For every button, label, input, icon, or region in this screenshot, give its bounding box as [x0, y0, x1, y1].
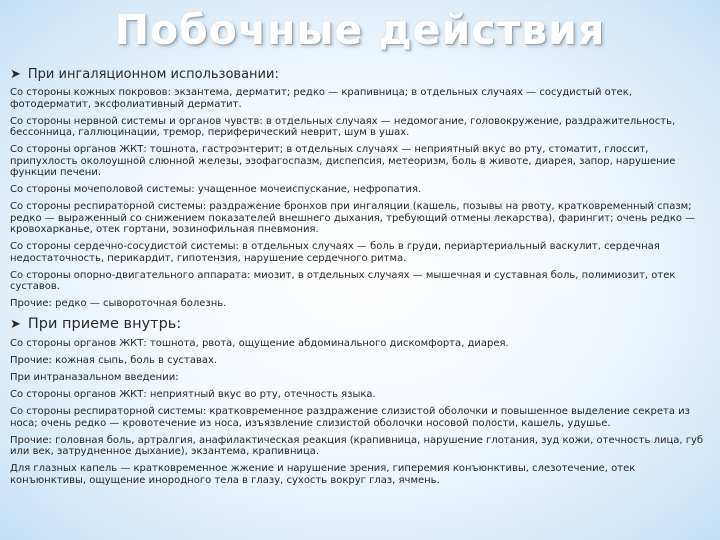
paragraph-intranasal-other: Прочие: головная боль, артралгия, анафилактическая реакция (крапивница, нарушение глотания, зуд кожи, отечность лица, губ или век, затрудненное дыхание), экзантема, крапивница.: [10, 434, 704, 457]
paragraph-intranasal-gi: Со стороны органов ЖКТ: неприятный вкус во рту, отечность языка.: [10, 389, 376, 400]
section-inhalation-label: При ингаляционном использовании:: [27, 67, 279, 82]
slide-title: Побочные действия: [114, 6, 606, 54]
paragraph-other: Прочие: редко — сывороточная болезнь.: [10, 298, 227, 309]
section-inhalation-heading: [10, 66, 710, 83]
slide-content: [10, 66, 710, 492]
paragraph-eye-drops: Для глазных капель — кратковременное жжение и нарушение зрения, гиперемия конъюнктивы, слезотечение, отек конъюнктивы, ощущение инородного тела в глазу, сухость вокруг глаз, ячмень.: [10, 463, 636, 486]
paragraph-musculoskeletal: Со стороны опорно-двигательного аппарата: миозит, в отдельных случаях — мышечная и суставная боль, полимиозит, отек суставов.: [10, 269, 676, 292]
paragraph-urogenital: Со стороны мочеполовой системы: учащенное мочеиспускание, нефропатия.: [10, 184, 422, 195]
arrow-right-icon: ➤: [10, 317, 21, 332]
paragraph-oral-gi: Со стороны органов ЖКТ: тошнота, рвота, ощущение абдоминального дискомфорта, диарея.: [10, 338, 509, 349]
paragraph-skin: Со стороны кожных покровов: экзантема, дерматит; редко — крапивница; в отдельных случаях — сосудистый отек, фотодерматит, эксфолиативный дерматит.: [10, 87, 632, 110]
paragraph-respiratory: Со стороны респираторной системы: раздражение бронхов при ингаляции (кашель, позывы на рвоту, кратковременный спазм; редко — выраженный со снижением показателей внешнего дыхания, требующий отмены лекарства), фарингит; очень редко — кровохарканье, отек гортани, эозинофильная пневмония.: [10, 201, 696, 235]
paragraph-intranasal-heading: При интраназальном введении:: [10, 372, 179, 383]
paragraph-cardiovascular: Со стороны сердечно-сосудистой системы: в отдельных случаях — боль в груди, периартериальный васкулит, сердечная недостаточность, перикардит, гипотензия, нарушение сердечного ритма.: [10, 241, 660, 264]
section-oral-heading: [10, 315, 710, 334]
paragraph-oral-other: Прочие: кожная сыпь, боль в суставах.: [10, 355, 218, 366]
section-oral-label: При приеме внутрь:: [27, 316, 182, 332]
paragraph-intranasal-respiratory: Со стороны респираторной системы: кратковременное раздражение слизистой оболочки и повышенное выделение секрета из носа; очень редко — кровотечение из носа, изъязвление слизистой оболочки носовой полости, кашель, удушье.: [10, 406, 690, 429]
paragraph-gi-tract: Со стороны органов ЖКТ: тошнота, гастроэнтерит; в отдельных случаях — неприятный вкус во рту, стоматит, глоссит, припухлость околоушной слюнной железы, эзофагоспазм, диспепсия, метеоризм, боль в животе, диарея, запор, нарушение функции печени.: [10, 144, 676, 178]
paragraph-nervous-system: Со стороны нервной системы и органов чувств: в отдельных случаях — недомогание, головокружение, раздражительность, бессонница, галлюцинации, тремор, периферический неврит, шум в ушах.: [10, 115, 676, 138]
arrow-right-icon: ➤: [10, 67, 21, 82]
